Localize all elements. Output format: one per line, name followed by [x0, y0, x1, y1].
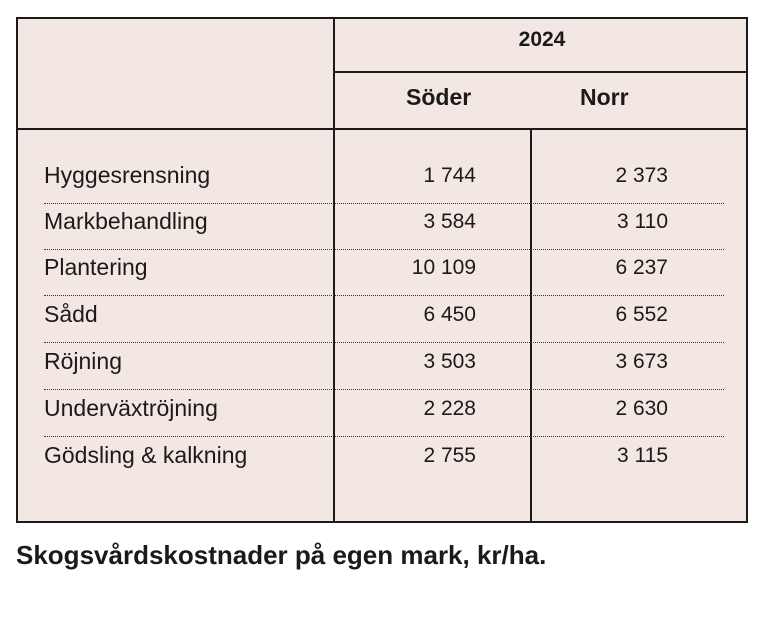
- row-label: Röjning: [44, 348, 122, 374]
- row-label: Sådd: [44, 301, 98, 327]
- table-row: [18, 438, 724, 484]
- cell-norr: 6 552: [615, 303, 668, 326]
- table-row: [18, 158, 724, 204]
- cell-norr: 3 115: [617, 444, 668, 467]
- cell-norr: 2 630: [615, 397, 668, 420]
- row-label: Hyggesrensning: [44, 162, 211, 188]
- row-divider: [44, 389, 724, 390]
- cell-soder: 2 755: [423, 444, 476, 467]
- table-row: [18, 250, 724, 296]
- cell-norr: 3 110: [617, 210, 668, 233]
- column-header-soder: Söder: [406, 84, 472, 110]
- cell-norr: 2 373: [615, 164, 668, 187]
- cell-soder: 3 584: [423, 210, 476, 233]
- table-row: [18, 391, 724, 437]
- table-row: [18, 204, 724, 250]
- row-label: Gödsling & kalkning: [44, 442, 248, 468]
- row-divider: [44, 295, 724, 296]
- row-divider: [44, 436, 724, 437]
- row-divider: [44, 342, 724, 343]
- cell-norr: 6 237: [615, 256, 668, 279]
- row-label: Plantering: [44, 254, 148, 280]
- header-underline: [16, 128, 748, 130]
- cell-soder: 10 109: [411, 256, 476, 279]
- cell-soder: 3 503: [423, 350, 476, 373]
- table-row: [18, 344, 724, 390]
- cell-norr: 3 673: [615, 350, 668, 373]
- table-caption: Skogsvårdskostnader på egen mark, kr/ha.: [16, 540, 547, 570]
- cell-soder: 6 450: [423, 303, 476, 326]
- cell-soder: 1 744: [423, 164, 476, 187]
- year-underline: [333, 71, 748, 73]
- column-header-norr: Norr: [580, 84, 629, 110]
- row-label: Markbehandling: [44, 208, 208, 234]
- year-header: 2024: [518, 28, 566, 51]
- cell-soder: 2 228: [423, 397, 476, 420]
- row-label: Underväxtröjning: [44, 395, 218, 421]
- table-row: [18, 297, 724, 343]
